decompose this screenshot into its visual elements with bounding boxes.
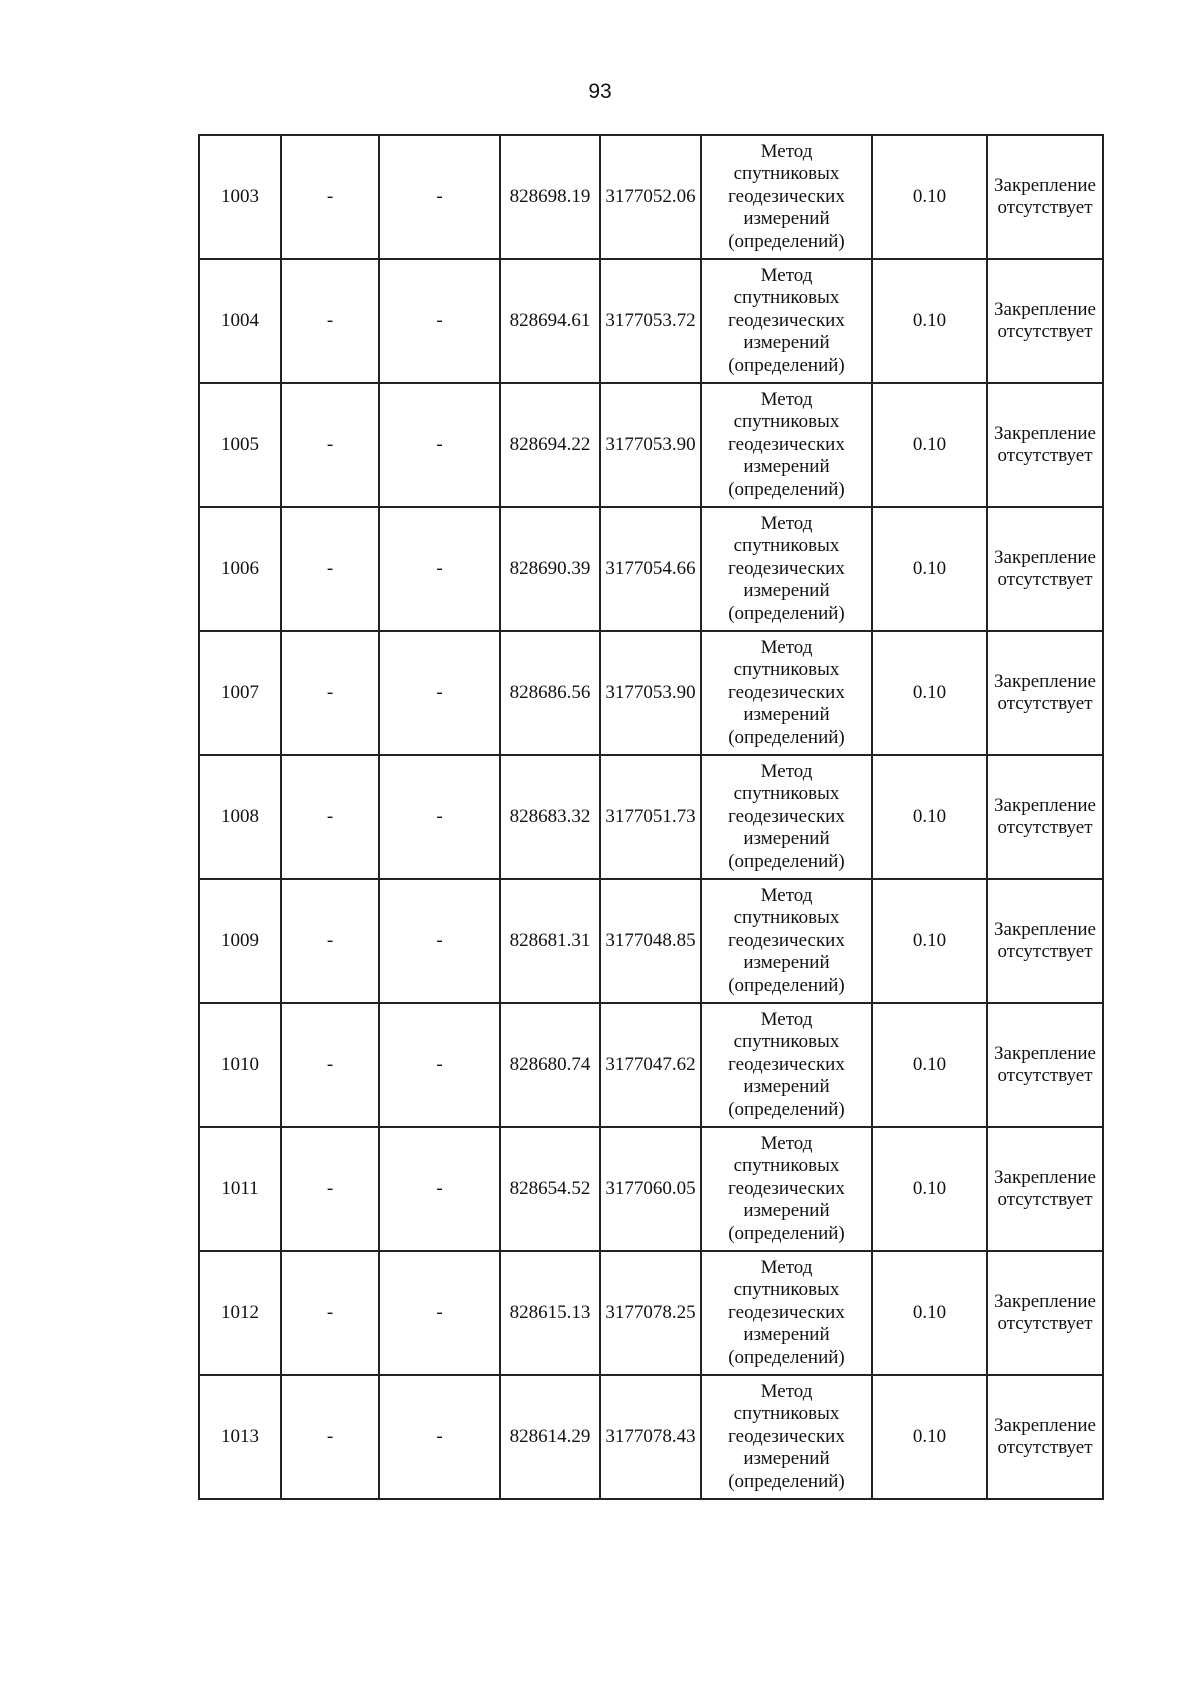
table-row [199, 1375, 1103, 1499]
method-cell: Метод спутниковых геодезических измерений (определений) [701, 879, 872, 1003]
y-coordinate-cell: 3177047.62 [600, 1003, 701, 1127]
empty-dash-cell: - [281, 631, 379, 755]
y-coordinate-cell: 3177078.43 [600, 1375, 701, 1499]
empty-dash-cell: - [379, 879, 500, 1003]
x-coordinate-cell: 828654.52 [500, 1127, 600, 1251]
empty-dash-cell: - [379, 1251, 500, 1375]
fixation-cell: Закрепление отсутствует [987, 1127, 1103, 1251]
point-number-cell: 1003 [199, 135, 281, 259]
x-coordinate-cell: 828680.74 [500, 1003, 600, 1127]
x-coordinate-cell: 828698.19 [500, 135, 600, 259]
point-number-cell: 1007 [199, 631, 281, 755]
accuracy-cell: 0.10 [872, 383, 987, 507]
y-coordinate-cell: 3177060.05 [600, 1127, 701, 1251]
fixation-cell: Закрепление отсутствует [987, 1251, 1103, 1375]
empty-dash-cell: - [281, 1251, 379, 1375]
empty-dash-cell: - [281, 135, 379, 259]
x-coordinate-cell: 828686.56 [500, 631, 600, 755]
empty-dash-cell: - [281, 507, 379, 631]
method-cell: Метод спутниковых геодезических измерений (определений) [701, 259, 872, 383]
empty-dash-cell: - [281, 1003, 379, 1127]
point-number-cell: 1004 [199, 259, 281, 383]
fixation-cell: Закрепление отсутствует [987, 755, 1103, 879]
empty-dash-cell: - [281, 259, 379, 383]
fixation-cell: Закрепление отсутствует [987, 507, 1103, 631]
point-number-cell: 1006 [199, 507, 281, 631]
table-row [199, 135, 1103, 259]
y-coordinate-cell: 3177053.90 [600, 631, 701, 755]
x-coordinate-cell: 828683.32 [500, 755, 600, 879]
point-number-cell: 1005 [199, 383, 281, 507]
x-coordinate-cell: 828694.22 [500, 383, 600, 507]
empty-dash-cell: - [281, 1127, 379, 1251]
empty-dash-cell: - [379, 135, 500, 259]
empty-dash-cell: - [379, 631, 500, 755]
empty-dash-cell: - [379, 1003, 500, 1127]
accuracy-cell: 0.10 [872, 879, 987, 1003]
point-number-cell: 1012 [199, 1251, 281, 1375]
table-row [199, 507, 1103, 631]
y-coordinate-cell: 3177053.72 [600, 259, 701, 383]
method-cell: Метод спутниковых геодезических измерений (определений) [701, 1127, 872, 1251]
x-coordinate-cell: 828694.61 [500, 259, 600, 383]
table-row [199, 383, 1103, 507]
empty-dash-cell: - [379, 1375, 500, 1499]
y-coordinate-cell: 3177053.90 [600, 383, 701, 507]
accuracy-cell: 0.10 [872, 1251, 987, 1375]
x-coordinate-cell: 828615.13 [500, 1251, 600, 1375]
table-row [199, 1003, 1103, 1127]
point-number-cell: 1010 [199, 1003, 281, 1127]
empty-dash-cell: - [379, 507, 500, 631]
x-coordinate-cell: 828614.29 [500, 1375, 600, 1499]
method-cell: Метод спутниковых геодезических измерений (определений) [701, 1251, 872, 1375]
point-number-cell: 1013 [199, 1375, 281, 1499]
method-cell: Метод спутниковых геодезических измерений (определений) [701, 135, 872, 259]
fixation-cell: Закрепление отсутствует [987, 135, 1103, 259]
accuracy-cell: 0.10 [872, 631, 987, 755]
fixation-cell: Закрепление отсутствует [987, 259, 1103, 383]
empty-dash-cell: - [379, 259, 500, 383]
fixation-cell: Закрепление отсутствует [987, 383, 1103, 507]
point-number-cell: 1011 [199, 1127, 281, 1251]
point-number-cell: 1009 [199, 879, 281, 1003]
method-cell: Метод спутниковых геодезических измерений (определений) [701, 1375, 872, 1499]
table-row [199, 879, 1103, 1003]
y-coordinate-cell: 3177054.66 [600, 507, 701, 631]
table-body [199, 135, 1103, 1499]
table-row [199, 755, 1103, 879]
accuracy-cell: 0.10 [872, 1003, 987, 1127]
empty-dash-cell: - [281, 1375, 379, 1499]
y-coordinate-cell: 3177048.85 [600, 879, 701, 1003]
y-coordinate-cell: 3177078.25 [600, 1251, 701, 1375]
accuracy-cell: 0.10 [872, 1127, 987, 1251]
coordinates-table [198, 134, 1104, 1500]
fixation-cell: Закрепление отсутствует [987, 879, 1103, 1003]
page-number: 93 [588, 80, 612, 103]
empty-dash-cell: - [281, 383, 379, 507]
point-number-cell: 1008 [199, 755, 281, 879]
fixation-cell: Закрепление отсутствует [987, 1003, 1103, 1127]
x-coordinate-cell: 828681.31 [500, 879, 600, 1003]
method-cell: Метод спутниковых геодезических измерений (определений) [701, 755, 872, 879]
accuracy-cell: 0.10 [872, 507, 987, 631]
method-cell: Метод спутниковых геодезических измерений (определений) [701, 1003, 872, 1127]
empty-dash-cell: - [379, 755, 500, 879]
table-row [199, 631, 1103, 755]
empty-dash-cell: - [281, 879, 379, 1003]
fixation-cell: Закрепление отсутствует [987, 631, 1103, 755]
table-row [199, 259, 1103, 383]
empty-dash-cell: - [379, 383, 500, 507]
y-coordinate-cell: 3177052.06 [600, 135, 701, 259]
x-coordinate-cell: 828690.39 [500, 507, 600, 631]
table-row [199, 1127, 1103, 1251]
empty-dash-cell: - [281, 755, 379, 879]
method-cell: Метод спутниковых геодезических измерений (определений) [701, 507, 872, 631]
accuracy-cell: 0.10 [872, 259, 987, 383]
method-cell: Метод спутниковых геодезических измерений (определений) [701, 383, 872, 507]
accuracy-cell: 0.10 [872, 755, 987, 879]
accuracy-cell: 0.10 [872, 135, 987, 259]
table-row [199, 1251, 1103, 1375]
fixation-cell: Закрепление отсутствует [987, 1375, 1103, 1499]
y-coordinate-cell: 3177051.73 [600, 755, 701, 879]
accuracy-cell: 0.10 [872, 1375, 987, 1499]
method-cell: Метод спутниковых геодезических измерений (определений) [701, 631, 872, 755]
empty-dash-cell: - [379, 1127, 500, 1251]
